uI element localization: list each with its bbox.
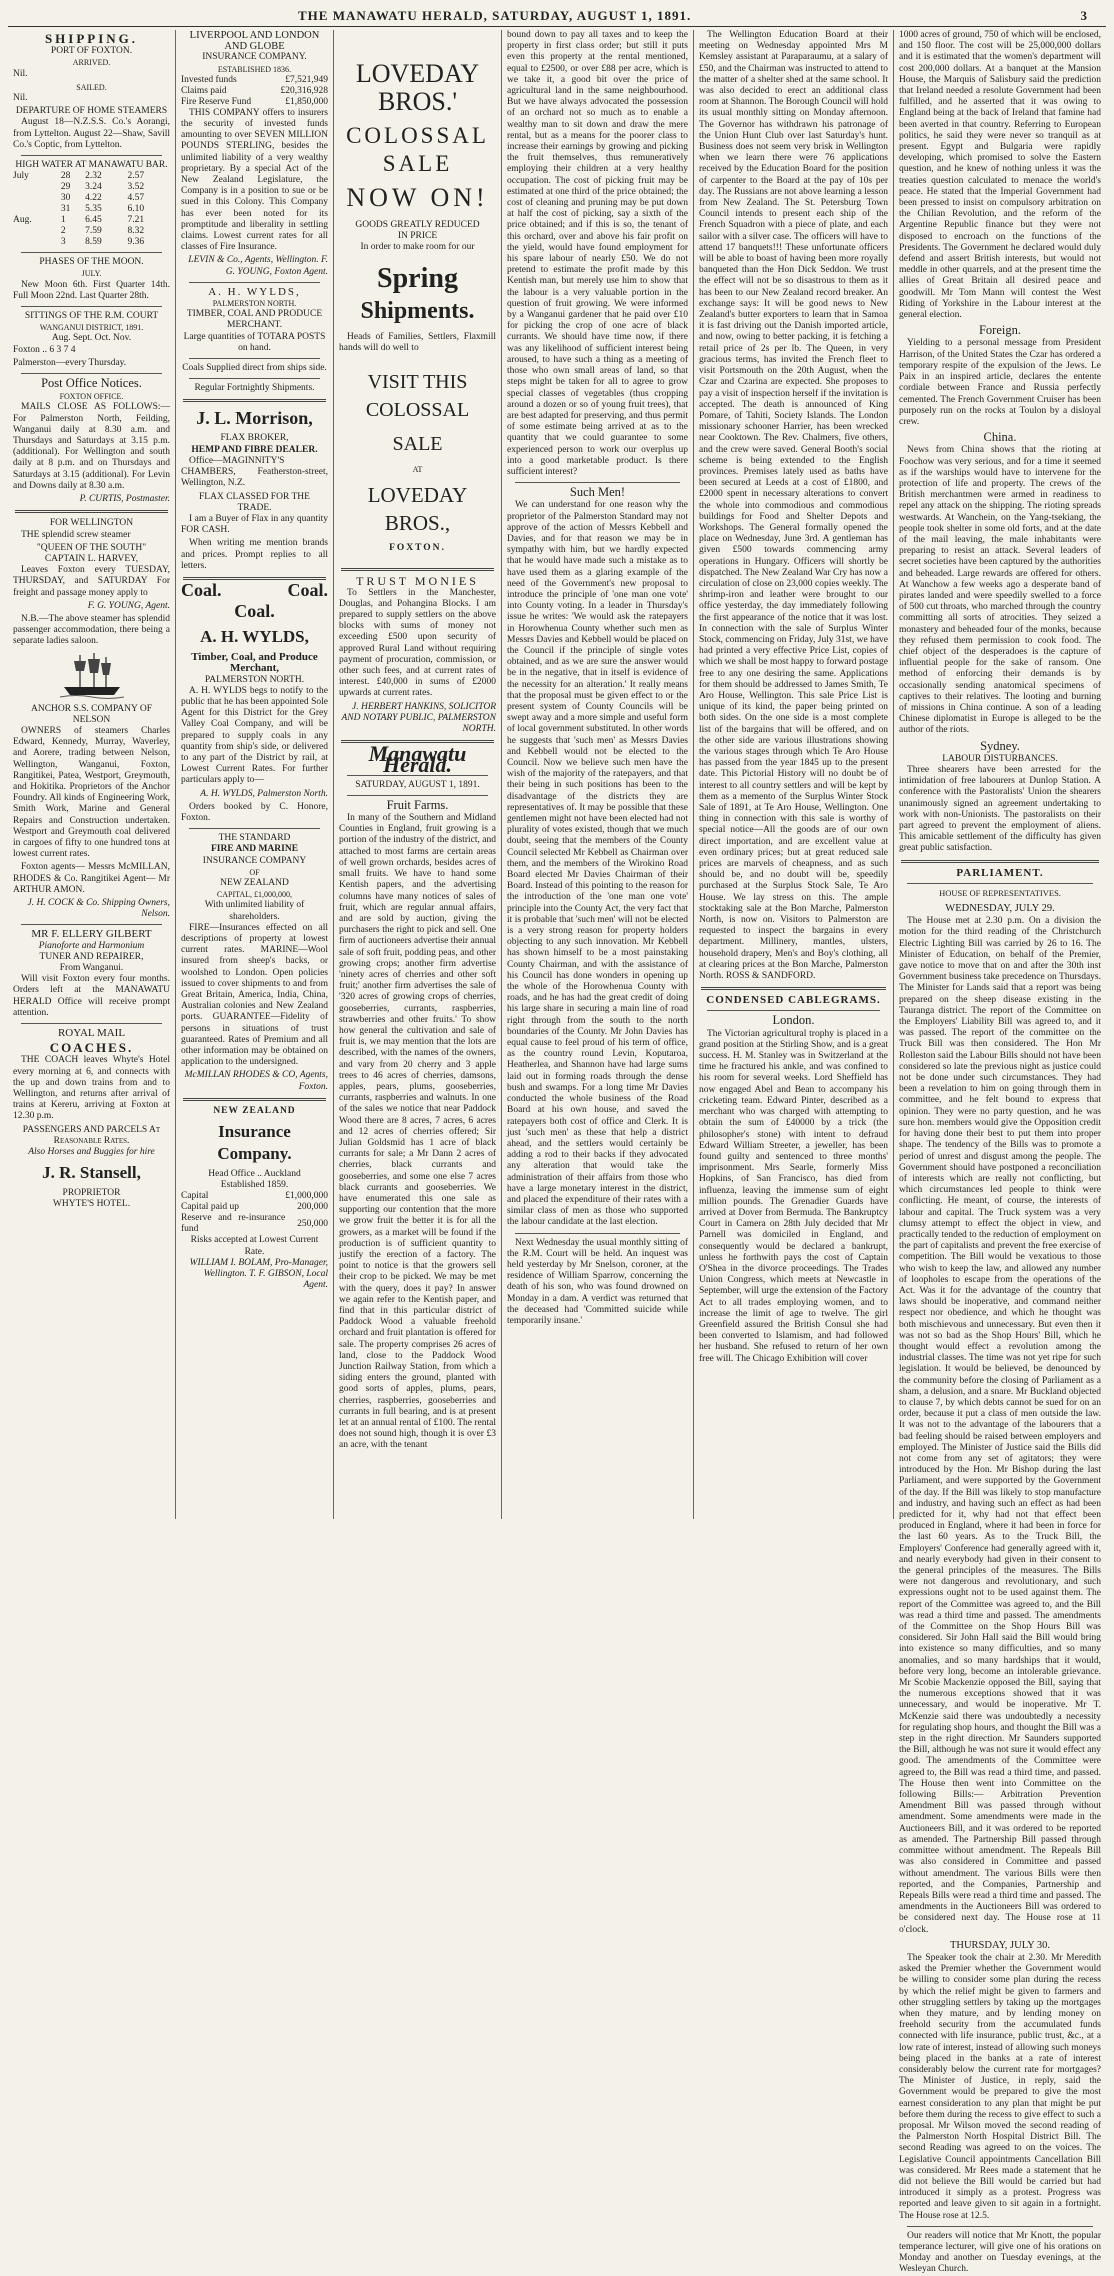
page-number: 3 <box>1080 8 1088 23</box>
wellington-nb: N.B.—The above steamer has splendid passenger accommodation, there being a separate ladies saloon. <box>13 613 170 647</box>
hotel-name: WHYTE'S HOTEL. <box>52 1199 131 1210</box>
goods-reduced: GOODS GREATLY REDUCED <box>355 220 480 230</box>
moon-heading: PHASES OF THE MOON. <box>39 257 144 268</box>
nz-funds-value: 200,000 <box>297 1202 328 1213</box>
tide-month: July <box>13 171 29 182</box>
nz-funds-row <box>181 1202 328 1213</box>
funds-label: Claims paid <box>181 85 227 96</box>
thursday-heading: THURSDAY, JULY 30. <box>949 1939 1051 1951</box>
london-heading: London. <box>772 1013 815 1028</box>
funds-value: £7,521,949 <box>285 74 328 85</box>
parcels-text: PASSENGERS AND PARCELS At Reasonable Rates. <box>22 1124 161 1146</box>
tide-day: 29 <box>60 182 71 193</box>
tide-month: Aug. <box>13 215 32 226</box>
sydney-text: Three shearers have been arrested for the intimidation of free labourers at Dunlop Station. A conference with the Pastoralists' Union the shearers unanimously signed an agreement undertaking to work with non-Unionists. The pastoralists on their part agreed to prevent the employment of aliens. This amicable settlement of the difficulty has given great public satisfaction. <box>899 765 1101 854</box>
nz-funds-row <box>181 1213 328 1235</box>
column-1 <box>8 30 176 1519</box>
coal-word: Coal. <box>287 579 328 600</box>
court-palmerston: Palmerston—every Thursday. <box>13 357 127 368</box>
established-1859: Established 1859. <box>220 1180 289 1191</box>
nz-label: NEW ZEALAND <box>220 877 289 888</box>
tide-row <box>13 226 170 237</box>
parliament-heading: PARLIAMENT. <box>956 866 1044 879</box>
ahwylds-name: A. H. WYLDS, <box>200 627 309 647</box>
funds-row <box>181 75 328 86</box>
flax-writing: When writing me mention brands and prices. Prompt replies to all letters. <box>181 538 328 571</box>
inquest-text: Next Wednesday the usual monthly sitting of the R.M. Court will be held. An inquest was held yesterday by Mr Snelson, coroner, at the residence of William Sparrow, concerning the death of his son, who was found drowned on Monday in a dam. A verdict was returned that the deceased had 'Committed suicide while temporarily insane.' <box>507 1237 688 1326</box>
china-heading: China. <box>983 430 1017 445</box>
fire-marine: FIRE AND MARINE <box>210 844 299 855</box>
divider <box>189 358 320 359</box>
loveday-heading: LOVEDAY BROS.' <box>355 59 480 116</box>
anchor-heading: ANCHOR S.S. COMPANY OF NELSON <box>31 703 152 725</box>
stansell-name: J. R. Stansell, <box>42 1163 141 1183</box>
thursday-text: The Speaker took the chair at 2.30. Mr Meredith asked the Premier whether the Government would be willing to consider some plan during the recess by which the relief might be given to farmers and other struggling settlers by taking up the mortgages when they mature, and by lending money on freehold security from the accumulated funds connected with life insurance, public trust, &c., at a low rate of interest, instead of allowing such moneys being placed in the banks at a rate of interest considerably below the current rate for mortgages? The Minister of Justice, in reply, said the Government would be prepared to give the most earnest consideration to any plan that might be put before them during the recess to give effect to such a proposal. Mr Wilson moved the second reading of the Palmerston North Hospital District Bill. The second Reading was agreed to on the voices. The Legislative Council appointments Cancellation Bill was considered. Mr Rees made a statement that he did not believe the Bill would be carried but had introduced it simply as a protest. Progress was reported and leave given to sit again in a fortnight. The House rose at 12.5. <box>899 1952 1101 2221</box>
flax-broker: FLAX BROKER, <box>220 433 289 444</box>
wylds-totara: Large quantities of TOTARA POSTS on hand. <box>183 331 326 353</box>
funds-value: £20,316,928 <box>280 85 328 96</box>
divider <box>701 987 886 990</box>
wylds-place: PALMERSTON NORTH. <box>212 299 297 309</box>
nz-insurance-heading: NEW ZEALAND <box>213 1105 296 1116</box>
cablegrams-heading: CONDENSED CABLEGRAMS. <box>706 994 881 1007</box>
hemp-dealer: HEMP AND FIBRE DEALER. <box>191 444 318 455</box>
steamer-illustration-icon <box>60 651 124 701</box>
spring-word: Spring <box>377 262 458 294</box>
heads-of-families: Heads of Families, Settlers, Flaxmill hands will do well to <box>339 331 496 353</box>
tide-am: 4.22 <box>85 193 102 204</box>
divider <box>15 510 168 513</box>
knott-notice: Our readers will notice that Mr Knott, the popular temperance lecturer, will give one of his orations on Monday and another on Tuesday evenings, at the Wesleyan Church. <box>899 2230 1101 2275</box>
wellington-agent: F. G. YOUNG, Agent. <box>87 600 170 611</box>
nz-funds-label: Reserve and re-insurance fund <box>181 1213 286 1235</box>
tide-day: 1 <box>60 215 66 226</box>
coal-word: Coal. <box>181 579 222 600</box>
column-2 <box>176 30 334 1519</box>
departure-heading: DEPARTURE OF HOME STEAMERS <box>15 106 168 117</box>
gilbert-sub: Pianoforte and Harmonium <box>38 940 145 951</box>
column-5 <box>694 30 894 1519</box>
funds-label: Invested funds <box>181 74 237 85</box>
at-word: AT <box>412 465 423 475</box>
divider <box>347 795 488 796</box>
morrison-office: Office—MAGINNITY'S CHAMBERS, Featherston-street, Wellington, N.Z. <box>181 455 328 489</box>
column-3 <box>334 30 502 1519</box>
bolam-signature: WILLIAM I. BOLAM, Pro-Manager, Wellington. T. F. GIBSON, Local Agent. <box>189 1257 328 1291</box>
divider <box>21 373 162 374</box>
wylds-coal: Coals Supplied direct from ships side. <box>182 363 327 374</box>
captain: CAPTAIN L. HARVEY, <box>44 553 139 564</box>
timber-coal: Timber, Coal, and Produce Merchant, <box>191 651 318 675</box>
wellington-body: Leaves Foxton every TUESDAY, THURSDAY, and SATURDAY For freight and passage money apply to <box>13 565 170 598</box>
tide-day: 2 <box>60 226 66 237</box>
divider <box>189 828 320 829</box>
china-text: News from China shows that the rioting at Foochow was very serious, and for a time it seemed as if the warships would have to intervene for the protection of life and property. The crews of the British merchantmen were armed in readiness to repel any attack on the shipping. The rioting spreads westwards. At Wanchein, on the Yang-tsekiang, the people took shelter in some old forts, and at the date of the mail leaving, the male inhabitants were preparing to resist an attack. Several leaders of secret societies have been captured by the authorities and beheaded. Large rewards are offered for others. At Wanchow a few weeks ago a desperate band of pirates landed and were speedily swelled to a force of 500 cut throats, who marched through the country committing all sorts of atrocities. They seized a monastery and beheaded four of the monks, because they refused them permission to cook food. The chief object of the desperadoes is the capture of influential people for the sake of ransom. One method of enforcing their demands is by occasionally sending anatomical specimens of captives to their relatives. The looting and burning of missions in China continue. A son of a leading Chinese diplomatist in Europe is alleged to be the author of the riots. <box>899 445 1101 736</box>
liverpool-established: ESTABLISHED 1836. <box>217 64 292 74</box>
in-price: IN PRICE <box>397 231 438 242</box>
tide-row <box>13 237 170 248</box>
tide-am: 8.59 <box>85 237 102 248</box>
departure-text: August 18—N.Z.S.S. Co.'s Aorangi, from Lyttelton. August 22—Shaw, Savill Co.'s Coptic, from Lyttelton. <box>13 117 170 150</box>
house-reps-heading: HOUSE OF REPRESENTATIVES. <box>939 887 1061 898</box>
nz-funds-row <box>181 1191 328 1202</box>
post-office-signature: P. CURTIS, Postmaster. <box>79 494 170 505</box>
fruit-farms-text: In many of the Southern and Midland Counties in England, fruit growing is a portion of the industry of the district, and attached to most farms are certain areas of well grown orchards, besides acres of small fruits. We have to hand some Kentish papers, and the advertising columns have many notices of sales of fruit, which are regular annual affairs, and are sold by auction, giving the purchasers the right to pick and sell. One firm of auctioneers advertise their annual sale of soft fruit, podding peas, and other growing crops; another firm advertise 'ninety acres of cherries and other soft fruit;' another firm advertises the sale of '320 acres of growing crops of cherries, gooseberries, currants, raspberries, strawberries and other fruits.' To show how general the cultivation and sale of fruit is, we may mention that the lots are described, with the names of the owners, and vary from 20 cherry and 3 apple trees to 46 acres of cherries, damsons, apples, pears, plums, gooseberries, currants, raspberries and walnuts. In one of the sales we notice that near Paddock Wood there are 8 acres, 7 acres, 6 acres and 12 acres of cherries offered; Sir Julian Goldsmid has 1 acre of black currants for sale; a Mr Dann 2 acres of cherries, black currants and gooseberries, and some one else 7 acres black currants and gooseberries. We have enumerated this one sale as supporting our contention that the more we grow fruit the better it is for all the growers, as a market will be found if the production is of sufficient quantity to justify the erection of a factory. The point to notice is that the growers sell their crop to be picked. We may be met with the query, does it pay? In answer we again refer to the Kentish paper, and find that in this particular district of Paddock Wood a valuable freehold orchard and fruit plantation is offered for sale. The property comprises 26 acres of land, close to the Paddock Wood Junction Railway Station, from which a siding enters the ground, planted with good sorts of apples, plums, pears, cherries, raspberries, gooseberries and currants in full bearing, and is at present let at an annual rental of £100. The rental does not sound high, though it is over £3 an acre, with the tenant <box>339 813 496 1451</box>
wylds-heading: A. H. WYLDS, <box>208 285 301 298</box>
divider <box>341 568 494 571</box>
herald-masthead: Manawatu Herald. <box>368 741 467 778</box>
column-6 <box>894 30 1106 2275</box>
ahwylds-signature: A. H. WYLDS, Palmerston North. <box>200 788 328 799</box>
proprietor-label: PROPRIETOR <box>62 1188 121 1199</box>
liverpool-text: THIS COMPANY offers to insurers the security of invested funds amounting to over SEVEN MILLION POUNDS STERLING, besides the unlimited liability of a very wealthy proprietary. By a special Act of the New Zealand Legislature, the Company is in a position to sue or be sued in this Colony. This Company has ever been noted for its promptitude and liberality in settling claims. Lowest current rates for all classes of Fire Insurance. <box>181 107 328 253</box>
funds-label: Fire Reserve Fund <box>181 96 252 107</box>
divider <box>907 883 1093 884</box>
foxton-word: FOXTON. <box>389 543 446 554</box>
funds-value: £1,850,000 <box>285 96 328 107</box>
standard-text: FIRE—Insurances effected on all descriptions of property at lowest current rates. MARINE—Wool insured from sheep's backs, or woolshed to London. Open policies issued to cover shipments to and from Great Britain, America, India, China, Australian colonies and New Zealand ports. GUARANTEE—Fidelity of persons in situations of trust guaranteed. Rates of Premium and all other information may be obtained on application to the undersigned. <box>181 922 328 1068</box>
such-men-text: We can understand for one reason why the proprietor of the Palmerston Standard may not approve of the action of Messrs Kebbell and Davies, and for that reason we may be in sympathy with him, but we hardly expected that he would have made such a mistake as to have used them as a glaring example of the need of the Government's new proposal to introduce the principle of 'one man one vote' into County voting. In a leader in Thursday's issue he writes: 'We would ask the ratepayers in Horowhenua County whether such men as Messrs Davies and Kebbell would be placed on the Council if the principle of single votes obtained, and as we are sure the answer would be in the negative, that in itself is evidence of the necessity for an alteration.' It really means that the proposal must be given effect to or the present system of County Councils will be swept away and a more simple and useful form of local government substituted. In other words he suggests that 'such men' as Messrs Davies and Kebbell would not be elected to the Council. Now we believe such men have the wish of the majority of the ratepayers, and that their being in such positions has been to the disadvantage of the districts they are representatives of. It may be possible that these gentlemen might not have been elected had not plurality of votes existed, though that we much doubt, seeing that the members of the County Council selected Mr Kebbell as Chairman over them, and the members of the Wirokino Road Board elected Mr Davies Chairman of their Board. Instead of this pointing to the reason for the introduction of the 'one man one vote' principle into the County Act, the very fact that it is probable that 'such men' will not be elected is a very strong reason for property holders objecting to any such innovation. Mr Kebbell has shown himself to be a most painstaking County Chairman, and with the assistance of his Council has done wonders in opening up the whole of the Horowhenua County with roads, and he has had the great credit of doing his large share in securing a main line of road right through from the south to the north boundaries of the County. Mr John Davies has equal cause to feel proud of his term of office, as the country round Levin, Koputaroa, Heatherlea, and Shannon have had large sums laid out in forming roads through the dense bush and swamps. For a long time Mr Davies conducted the whole business of the Road Board at his own house, and saved the ratepayers both cost of office and Clerk. It is just 'such men' as these that help a district ahead, and the settlers would certainly be adding a rod to their backs if they advocated any alteration that would take the administration of their affairs from those who have a large monetary interest in the district, and placed the expenditure of their rates with a similar class of men as those who supported the labour candidate at the last election. <box>507 500 688 1228</box>
divider <box>21 155 162 156</box>
divider <box>907 2226 1093 2227</box>
divider <box>901 860 1099 863</box>
tide-month <box>13 237 61 248</box>
anchor-text: OWNERS of steamers Charles Edward, Kennedy, Murray, Waverley, and Aorere, trading between Nelson, Wellington, Wanganui, Foxton, Rangitikei, Patea, Westport, Greymouth, and Hokitika. Proprietors of the Anchor Foundry. All kinds of Engineering Work, Smith Work, Marine and General Repairs and Construction undertaken. Westport and Greymouth coal delivered in cargoes of fifty to one hundred tons at lowest current rates. <box>13 725 170 860</box>
divider <box>189 378 320 379</box>
ship-name: "QUEEN OF THE SOUTH" <box>36 542 147 553</box>
arrived-label: ARRIVED. <box>72 58 111 68</box>
buggies-text: Also Horses and Buggies for hire <box>28 1147 155 1158</box>
court-foxton: Foxton .. 6 3 7 4 <box>13 344 76 355</box>
unlimited: With unlimited liability of shareholders. <box>204 900 305 922</box>
sailed-label: SAILED. <box>76 82 107 92</box>
anchor-signature: J. H. COCK & Co. Shipping Owners, Nelson. <box>27 897 170 920</box>
wylds-merchant: TIMBER, COAL AND PRODUCE MERCHANT. <box>186 309 323 331</box>
flax-buyer: I am a Buyer of Flax in any quantity FOR CASH. <box>181 513 328 536</box>
capital: CAPITAL, £1,000,000, <box>216 890 293 900</box>
head-office: Head Office .. Auckland <box>208 1169 301 1180</box>
port-heading: PORT OF FOXTON. <box>50 46 133 57</box>
gilbert-text: Will visit Foxton every four months. Orders left at the MANAWATU HERALD Office will receive prompt attention. <box>13 974 170 1018</box>
dateline: SATURDAY, AUGUST 1, 1891. <box>355 779 480 790</box>
hankins-signature: J. HERBERT HANKINS, SOLICITOR AND NOTARY PUBLIC, PALMERSTON NORTH. <box>341 701 496 735</box>
masthead-title: THE MANAWATU HERALD, SATURDAY, AUGUST 1, 1891. <box>298 8 692 23</box>
nz-funds-label: Capital <box>181 1191 209 1202</box>
divider <box>189 282 320 283</box>
tide-am: 7.59 <box>85 226 102 237</box>
tide-day: 30 <box>60 193 71 204</box>
anchor-agents: Foxton agents— Messrs McMILLAN, RHODES & Co. Rangitikei Agent— Mr ARTHUR AMON. <box>13 862 170 895</box>
tide-pm: 7.21 <box>127 215 145 226</box>
tide-month <box>13 193 61 204</box>
fruit-farms-continued: bound down to pay all taxes and to keep the property in first class order; but still it puts even this property at the rental mentioned, equal to £2500, or over £88 per acre, which is we take it, a good bit over the price of agricultural land in the same neighbourhood. But we have always advocated the possession of an orchard not so much as to enable a wealthy man to sit down and draw the mere rental, but as a means for the poorer class to increase their earnings by growing and picking the fruit themselves, thus remuneratively employing their children at a very healthy occupation. The cost of picking fruit may be estimated at one third of the price obtained; the cost of cleaning and pruning may be put down at half the cost of picking, say a sixth of the price obtained; and if this is so, the tenant of this orchard, over and above his fair profit on the yield, would have found employment for his spare labour of nearly £50. We do not pretend to estimate the profit made by this Kentish man, but merely use him to show that the labour is a very valuable portion in the question of fruit growing. We were informed by a Wanganui gardener that he paid over £10 for picking the crop of one acre of black currants. We should have time now, if there was any likelihood of sufficient interest being aroused, to have such a thing as a meeting of those who own small areas of land, so that steps might be taken for all to agree to grow special classes of vegetables (thus cropping around a dozen or so of young fruit trees), that are best adapted for preserving, and thus permit of some estimate being arrived at as to the quantity that we could guarantee to some experienced person to work our overplus up into a good marketable product. Is there sufficient interest? <box>507 30 688 477</box>
court-heading: SITTINGS OF THE R.M. COURT <box>24 311 159 322</box>
divider <box>707 1010 880 1011</box>
liverpool-heading: LIVERPOOL AND LONDON AND GLOBE <box>189 30 320 53</box>
tide-pm: 4.57 <box>127 193 145 204</box>
visit-colossal: VISIT THIS COLOSSAL <box>365 371 470 422</box>
high-water-heading: HIGH WATER AT MANAWATU BAR. <box>15 160 168 171</box>
such-men-heading: Such Men! <box>569 485 626 500</box>
tide-pm: 9.36 <box>127 237 145 248</box>
foreign-text: Yielding to a personal message from President Harrison, of the United States the Czar has ordered a temporary respite of the expulsion of the Jews. Le Paix in an inspired article, declares the entente cordiale between France and Russia perfectly cemented. The French Government Cruiser has been purposely run on the rocks at Toulon by a disloyal crew. <box>899 338 1101 427</box>
liverpool-signature: LEVIN & Co., Agents, Wellington. F. G. YOUNG, Foxton Agent. <box>188 255 328 277</box>
ahwylds-text: A. H. WYLDS begs to notify to the public that he has been appointed Sole Agent for this District for the Grey Valley Coal Company, and will be prepared to supply coals in any quantity from ship's side, or delivered to any part of the District by rail, at Lowest Current Rates. For further particulars apply to— <box>181 685 328 786</box>
tide-am: 5.35 <box>85 204 102 215</box>
divider <box>515 482 680 483</box>
columns <box>8 30 1106 2275</box>
insurance-company: INSURANCE COMPANY <box>202 855 307 866</box>
divider <box>183 399 326 402</box>
gilbert-heading: MR F. ELLERY GILBERT <box>31 928 152 941</box>
arrived-value: Nil. <box>13 68 28 79</box>
trust-monies-heading: TRUST MONIES <box>356 574 479 589</box>
cablegrams-continued: 1000 acres of ground, 750 of which will be enclosed, and 150 floor. The cost will be 25,000,000 dollars and it is estimated that the women's department will cost 200,000 dollars. At a banquet at the Mansion House, the Marquis of Salisbury said the prediction that Ireland needed a resolute Government had been fulfilled, and he asserted that it was owing to England being at the back of Ireland that famine had been averted in that country. Referring to European politics, he said they were never so tranquil as at present. Egypt and Bulgaria were rapidly developing, which promised to solve the Eastern question, and he knew of nothing unless it was the treaties question calculated to menace the world's peace. He stated that the Imperial Government had been pressed to insist on compulsory arbitration on the Chilian Revolution, and the reform of the Argentine Republic finance but they were not disposed to encroach on the functions of the Presidents. The Government he declared would duly defend and assert British interests, but would not meddle in other quarrels, and at the present time the allies of Great Britain all desired peace and goodwill. Mr Tom Mann will contest the West Riding of Yorkshire in the Labour interest at the general election. <box>899 30 1101 321</box>
wellington-text: THE splendid screw steamer <box>21 529 131 540</box>
wylds-regular: Regular Fortnightly Shipments. <box>194 383 315 394</box>
tide-am: 3.24 <box>85 182 102 193</box>
honore-orders: Orders booked by C. Honore, Foxton. <box>181 801 328 823</box>
tide-row <box>13 193 170 204</box>
shipments-word: Shipments. <box>360 297 475 324</box>
loveday-bros: LOVEDAY BROS., <box>367 483 468 536</box>
tide-am: 2.32 <box>85 171 102 182</box>
sailed-value: Nil. <box>13 93 28 104</box>
funds-row <box>181 86 328 97</box>
divider <box>21 252 162 253</box>
tide-day: 3 <box>60 237 66 248</box>
sydney-heading: Sydney. <box>980 738 1020 753</box>
nz-funds-label: Capital paid up <box>181 1202 240 1213</box>
ahwylds-place: PALMERSTON NORTH. <box>204 674 305 685</box>
funds-table <box>181 75 328 108</box>
tide-pm: 3.52 <box>127 182 145 193</box>
nz-funds-value: 250,000 <box>297 1218 328 1229</box>
post-office-text: MAILS CLOSE AS FOLLOWS:— For Palmerston North, Feilding, Wanganui daily at 8.30 a.m. and Thursdays and Saturdays at 3.15 p.m. (additional). For Wellington and south daily at 8 p.m. and on Thursdays and Saturdays at 3.15 (additional). For Levin and Downs daily at 8.30 a.m. <box>13 402 170 491</box>
divider <box>21 924 162 925</box>
post-office-heading: Post Office Notices. <box>41 376 142 391</box>
tide-pm: 2.57 <box>127 171 145 182</box>
fruit-farms-heading: Fruit Farms. <box>386 797 449 812</box>
coach-text: THE COACH leaves Whyte's Hotel every morning at 6, and connects with the up and down trains from and to Wellington, and returns after arrival of trains at Kereru, arriving at Foxton at 12.30 p.m. <box>13 1055 170 1122</box>
tide-table <box>13 171 170 248</box>
wednesday-heading: WEDNESDAY, JULY 29. <box>945 903 1055 915</box>
court-months: Aug. Sept. Oct. Nov. <box>51 333 132 344</box>
column-4 <box>502 30 694 1519</box>
colossal-sale: COLOSSAL SALE <box>346 123 489 176</box>
nz-funds-table <box>181 1191 328 1235</box>
labour-heading: LABOUR DISTURBANCES. <box>942 753 1058 764</box>
now-on: NOW ON! <box>346 183 489 212</box>
divider <box>183 1098 326 1101</box>
shipping-heading: SHIPPING. <box>44 31 139 46</box>
of-label: OF <box>249 867 260 877</box>
funds-row <box>181 97 328 108</box>
nz-insurance-name: Insurance Company. <box>217 1122 292 1164</box>
court-district: WANGANUI DISTRICT, 1891. <box>39 323 144 333</box>
tide-pm: 6.10 <box>127 204 145 215</box>
make-room: In order to make room for our <box>360 242 475 253</box>
wellington-heading: FOR WELLINGTON <box>49 518 134 529</box>
moon-month: JULY. <box>81 269 102 279</box>
royal-mail-heading: ROYAL MAIL <box>57 1027 126 1040</box>
news-text: The Wellington Education Board at their meeting on Wednesday appointed Mrs M Kemsley assistant at Paraparaumu, at a salary of £50, and the Chairman was instructed to attend to the matter of a shelter shed at the same school. It was also decided to erect an additional class room at Shannon. The Borough Council will hold its usual monthly sitting on Monday afternoon. The Governor has withdrawn his patronage of the Union Hunt Club over last Saturday's hunt. Business does not seem very brisk in Wellington when we learn there were 76 applications received by the Education Board for the position of carpenter to the Board at the pay of 10s per day. The Russians are not above learning a lesson from New Zealand. The St. Petersburg Town Council intends to present each ship of the French Squadron with a piece of plate, and each sailor with a silver case. The officers will have to attend 17 banquets!!! These unfortunate officers will be able to boast of having been more royally banqueted than the Hon Dick Seddon. We trust the effect will not be so disastrous to them as it has been to our New Zealand record breaker. An exchange says: It will be good news to New Zealand's butter exporters to learn that in Samoa it is fast driving out the Danish imported article, and now, owing to better packing, it is fetching a retail price of 2s per lb. The Queen, in very gracious terms, has invited the French fleet to visit Portsmouth on the 20th August, when the Czar and Czarina are expected. She proposes to pay a visit of inspection herself if the invitation is accepted. The death is announced of King Pomare, of Tahiti, Society Islands. The London missionary schooner Harrier, has been wrecked near Cooktown. The Rev. Chalmers, five others, and the crew were saved. General Booth's social scheme is being extended to the English provinces. Premises lately used as baths have been secured at Leeds at a cost of £1800, and £2000 spent in necessary alterations to convert the whole into commodious and commodious buildings for Food and Shelter Depots and Workshops. The General formally opened the place on Wednesday, June 3rd. A gentleman has given £500 towards commencing army operations in Hungary. Officers will shortly be dispatched. The New Zealand War Cry has now a circulation of close on 23,000 copies weekly. The shrimp-iron and leather were brought to our office yesterday, the day immediately following the first appearance of the notice that it was lost. In connection with the sale of Surplus Winter Stock, commencing on Friday, July 31st, we have had printed a very effective Price List, copies of which we shall be most happy to forward postage free to any one desiring the same. Applications for them should be addressed to James Smith, Te Aro House, Wellington. This sale Price List is unique of its kind, the paper being printed on both sides. On the one side is a most complete list of the bargains that will be offered, and on the other side are various illustrations showing the various stages through which Te Aro House has passed from the year 1845 up to the present date. This Pictorial History will no doubt be of interest to all country settlers and will be kept by them as a memento of the Surplus Winter Stock Sale of 1891, at Te Aro House, Wellington. One thing in connection with this sale is worthy of special notice—All the goods are of our own direct importation, and are excellent value at even ordinary prices; but at great reduced sale prices are marvels of cheapness, and as such should be, and no doubt will be, speedily purchased at the Surplus Stock Sale, Te Aro House. We lay stress on this. The ample stocktaking sale at the Bon Marche, Palmerston North, is now on. Visitors to Palmerston are requested to inspect the bargains in every department. Millinery, mantles, ulsters, household drapery, Men's and Boy's clothing, all at clearing prices at the Bon Marche, Palmerston North. ROSS & SANDFORD. <box>699 30 888 982</box>
nz-funds-value: £1,000,000 <box>285 1191 328 1202</box>
tide-month <box>13 204 61 215</box>
gilbert-from: From Wanganui. <box>59 963 124 973</box>
tide-month <box>13 182 61 193</box>
liverpool-sub: INSURANCE COMPANY. <box>202 52 307 63</box>
tide-row <box>13 204 170 215</box>
coaches-heading: COACHES. <box>49 1040 134 1056</box>
risks-text: Risks accepted at Lowest Current Rate. <box>190 1235 319 1257</box>
post-office-sub: FOXTON OFFICE. <box>59 392 124 402</box>
tide-pm: 8.32 <box>127 226 145 237</box>
tide-row <box>13 215 170 226</box>
coal-banner <box>181 579 328 600</box>
divider <box>21 1023 162 1024</box>
divider <box>21 306 162 307</box>
newspaper-page <box>8 4 1106 2275</box>
wednesday-text: The House met at 2.30 p.m. On a division the motion for the third reading of the Christchurch Electric Lighting Bill was carried by 26 to 16. The Minister of Education, on behalf of the Premier, gave notice to move that on and after the 30th inst Government business take precedence on Thursdays. The Minister for Lands said that a report was being prepared on the sheep disease existing in the Tauranga district. The report of the Committee on the Employers' Liability Bill was agreed to, and it was passed. The report of the committee on the Truck Bill was then considered. The Hon Mr Rolleston said the Labour Bills should not have been considered so late the previous night as justice could not be done under such circumstances. They had been a revelation to him on going through them in committee, and he felt bound to express that opinion. They were no party question, and he was sure hon. members would give the Opposition credit for having done their best to put them into proper shape. The tendency of the Bills was to promote a period of unrest and disgust among the people. The Government should have postponed a reconciliation of interests which are really not conflicting, but which circumstances led people to think were conflicting. He meant, of course, the interests of labour and capital. The Truck system was a very clumsy attempt to effect the object in view, and practically tended to the reduction of employment on the part of capitalists and prevent the free exercise of competition. The Bill would be vexatious to those who wish to keep the law, and allowed any number of loopholes to escape from the operations of the Act. Was it for the advantage of the country that laws should be inoperative, and command neither respect nor obedience, and which he thought was both mischievous and unnecessary. But even then it was not so bad as the Shop Hours' Bill, which he thought would effect a revolution among the industrial classes. The time was not yet ripe for such legislation. It would be believed, be denounced by the community before the closing of Parliament as a sham, a delusion, and a snare. Mr Buckland objected to clause 7, by which debts cannot be sued for on an order, because it put a class of men outside the law. It was not to the advantage of the labourers that a bad feeling should be raised between employers and employed. The Minister of Justice said the Bills did not come from any set of agitators; they were introduced by the Hon. Mr Bishop during the last Parliament, and were supported by the Government of the day. If the Bill was likely to stop manufacture and industry, and having such an effect as had been predicted for it, why had not that effect been produced in England, where it had been in force for the last 60 years. As to the Truck Bill, the Employers' Conference had generally agreed with it, and nearly everybody had given in their consent to the general principles of the measures. The Bills were not dangerous and revolutionary, and such expressions ought not to be used against them. The report of the Committee was agreed to, and the Bill was read a third time and passed. The amendments of the Committee on the Shop Hours Bill was considered. Sir John Hall said the Bill would bring into existence so many difficulties, and so many anomalies, and so many hardships that it would, before very long, become an intolerable grievance. Mr Scobie Mackenzie opposed the Bill, saying that the numerous exceptions showed that it was unnecessary, and would be inoperative. Mr T. McKenzie said there was undoubtedly a necessity for regulating shop hours, and thought the Bill was a step in the right direction. Mr Saunders supported the Bill, although he was not sure it would effect any good. The amendments of the Committee were agreed to, the Bill was read a third time, and passed. The House then went into Committee on the following Bills:— Arbitration Prevention Amendment Bill was passed through without amendment. Some amendments were made in the Auctioneers Bill, and it was ordered to be reported as amended. The Partnership Bill passed through committee without amendment. The Repeals Bill was also considered in Committee and passed without amendment. The various Bills were then reported, and the Companies, Partnership and Repeals Bills were read a third time and passed. The amendments in the Auctioneers Bill was ordered to be considered next day. The House rose at 11 o'clock. <box>899 916 1101 1935</box>
tide-row <box>13 182 170 193</box>
standard-heading: THE STANDARD <box>218 833 291 844</box>
tide-am: 6.45 <box>85 215 102 226</box>
standard-signature: McMILLAN RHODES & CO, Agents, Foxton. <box>184 1070 328 1092</box>
trust-text: To Settlers in the Manchester, Douglas, and Pohangina Blocks. I am prepared to supply settlers on the above blocks with sums of money not exceeding £500 upon security of approved Rural Land without requiring payment of procuration, commission, or other such fees, and at current rates of interest. £40,000 in sums of £2000 upwards at current rates. <box>339 587 496 699</box>
tide-row <box>13 171 170 182</box>
masthead <box>8 4 1106 27</box>
sale-word: SALE <box>392 433 443 456</box>
tide-day: 28 <box>60 171 71 182</box>
cablegrams-text: The Victorian agricultural trophy is placed in a grand position at the Stirling Show, and is a great success. H. M. Stanley was in Switzerland at the time he fractured his ankle, and was confined to his room for several weeks. Lord Sheffield has now engaged Abel and Bean to accompany his cricketing team. Edward Pinter, described as a merchant who was charged with attempting to obtain the sum of £40000 by a trick (the philosopher's stone) with intent to defraud Edward William Streeter, a jeweller, has been found guilty and sentenced to three months' imprisonment. Mrs Searle, formerly Miss Hopkins, of San Francisco, has died from influenza, leaving the immense sum of eight million pounds. The Grenadier Guards have arrived at Dover from Bermuda. The Bankruptcy Court in Camera on 28th July decided that Mr Parnell was domiciled in England, and consequently would be declared a bankrupt, unless he forthwith pays the cost of Captain O'Shea in the divorce proceedings. The Trades Union Congress, which meets at Newcastle in September, will urge the extension of the Factory Act to all trades employing women, and to increase the limit of age to twelve. The girl Greenfield assured the British Consul she had been converted to Islamism, and had followed her husband. She refused to return of her own free will. The Chicago Exhibition will cover <box>699 1028 888 1364</box>
foreign-heading: Foreign. <box>978 323 1021 338</box>
moon-text: New Moon 6th. First Quarter 14th. Full Moon 22nd. Last Quarter 28th. <box>13 279 170 301</box>
morrison-name: J. L. Morrison, <box>196 408 313 429</box>
coal-word-center: Coal. <box>234 601 275 622</box>
flax-classed: FLAX CLASSED FOR THE TRADE. <box>199 491 310 513</box>
gilbert-sub2: TUNER AND REPAIRER, <box>39 951 144 962</box>
divider <box>515 1233 680 1234</box>
tide-day: 31 <box>60 204 71 215</box>
tide-month <box>13 226 61 237</box>
